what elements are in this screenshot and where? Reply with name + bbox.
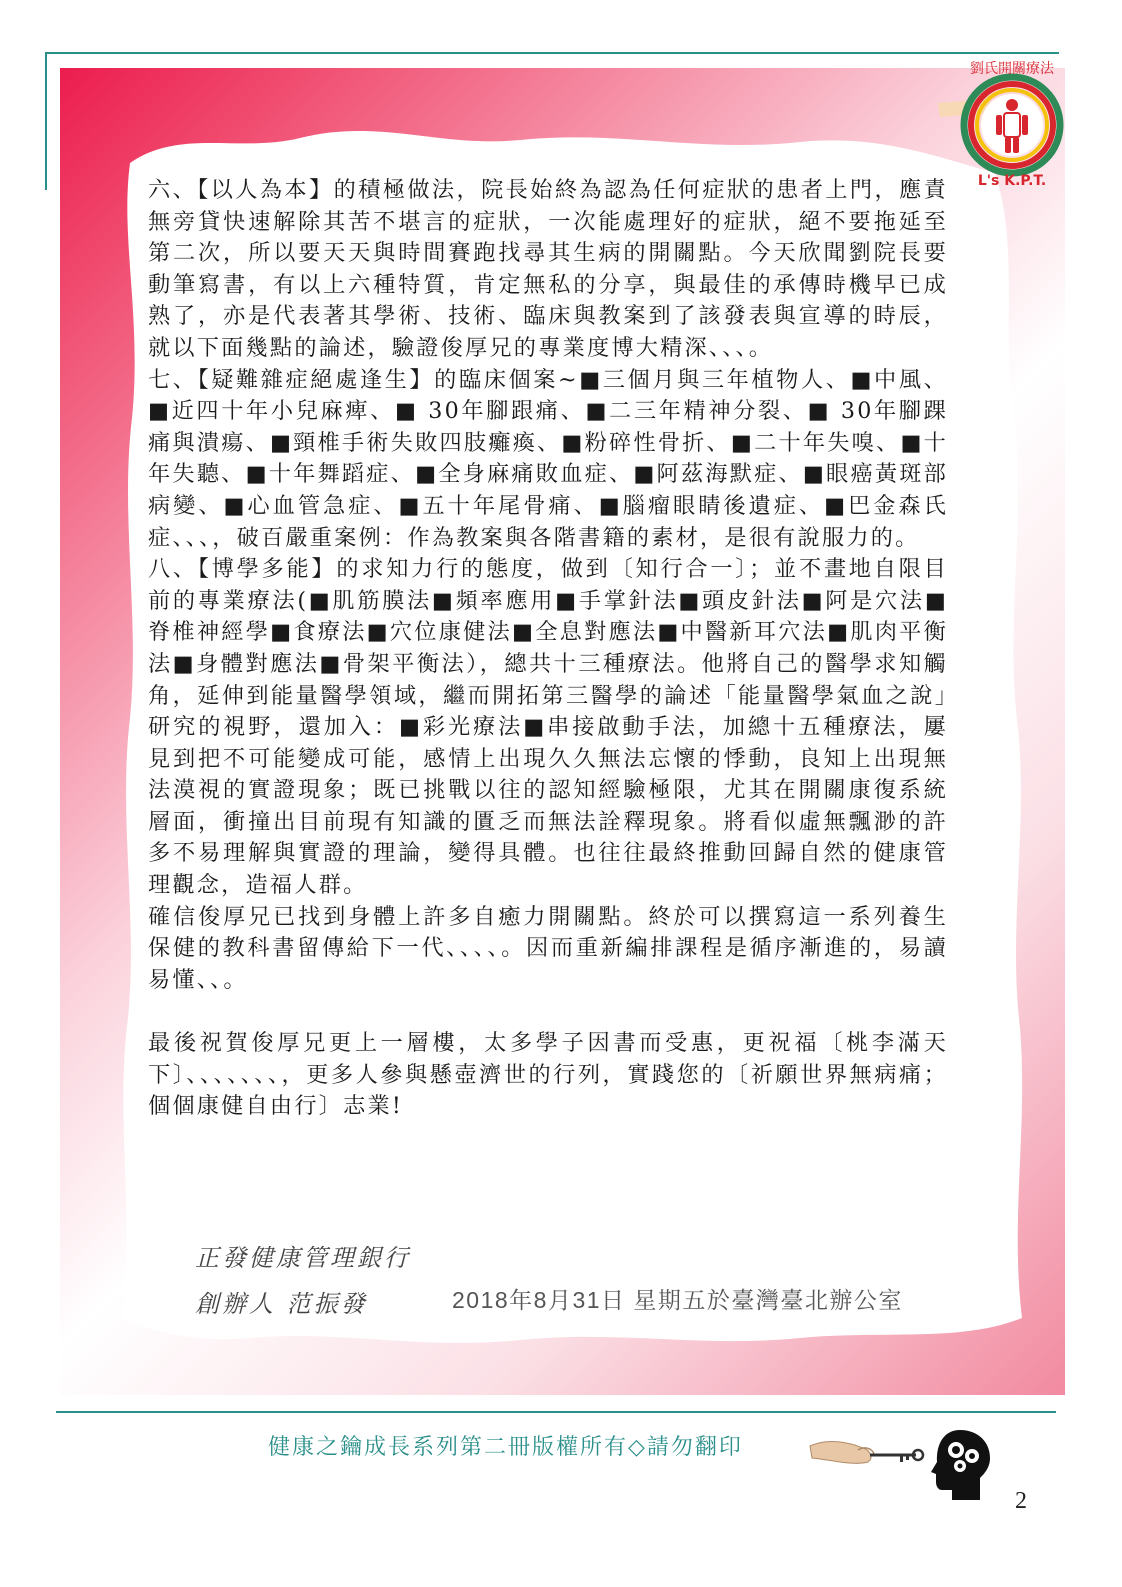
paragraph-closing: 最後祝賀俊厚兄更上一層樓，太多學子因書而受惠，更祝福〔桃李滿天下〕、、、、、、、，更多人參與懸壺濟世的行列，實踐您的〔祈願世界無病痛；個個康健自由行〕志業! bbox=[148, 1030, 948, 1120]
page-number: 2 bbox=[1015, 1488, 1027, 1514]
signature-founder: 創辦人 范振發 bbox=[195, 1290, 368, 1318]
paragraph-6: 六、【以人為本】的積極做法，院長始終為認為任何症狀的患者上門，應責無旁貸快速解除其苦不堪言的症狀，一次能處理好的症狀，絕不要拖延至第二次，所以要天天與時間賽跑找尋其生病的開關點。今天欣聞劉院長要動筆寫書，有以上六種特質，肯定無私的分享，與最佳的承傳時機早已成熟了，亦是代表著其學術、技術、臨床與教案到了該發表與宣導的時辰，就以下面幾點的論述，驗證俊厚兄的專業度博大精深、、、。 bbox=[148, 177, 948, 361]
footer-rule bbox=[56, 1411, 1056, 1413]
logo-bottom-text: L's K.P.T. bbox=[977, 173, 1047, 189]
header-rule-left bbox=[45, 52, 47, 190]
copyright-footer: 健康之鑰成長系列第二冊版權所有◇請勿翻印 bbox=[268, 1435, 743, 1460]
paragraph-conclusion: 確信俊厚兄已找到身體上許多自癒力開關點。終於可以撰寫這一系列養生保健的教科書留傳給下一代、、、、。因而重新編排課程是循序漸進的，易讀易懂、、。 bbox=[148, 903, 948, 993]
head-with-gears-icon bbox=[930, 1428, 992, 1502]
logo-top-text: 劉氏開關療法 bbox=[970, 61, 1054, 77]
signature-organization: 正發健康管理銀行 bbox=[195, 1244, 411, 1272]
body-text bbox=[148, 175, 948, 1123]
header-rule bbox=[45, 52, 1059, 54]
clinic-logo bbox=[930, 55, 1065, 190]
signature-date: 2018年8月31日 星期五於臺灣臺北辦公室 bbox=[452, 1287, 903, 1313]
hand-with-key-icon bbox=[808, 1428, 928, 1478]
paragraph-7: 七、【疑難雜症絕處逢生】的臨床個案~■三個月與三年植物人、■中風、■近四十年小兒麻痺、■ 30年腳跟痛、■二三年精神分裂、■ 30年腳踝痛與潰瘍、■頸椎手術失敗四肢癱瘓、■粉碎性骨折、■二十年失嗅、■十年失聽、■十年舞蹈症、■全身麻痛敗血症、■阿茲海默症、■眼癌黃斑部病變、■心血管急症、■五十年尾骨痛、■腦瘤眼睛後遺症、■巴金森氏症、、、，破百嚴重案例：作為教案與各階書籍的素材，是很有說服力的。 bbox=[148, 366, 948, 551]
paragraph-8: 八、【博學多能】的求知力行的態度，做到〔知行合一〕；並不畫地自限目前的專業療法(■肌筋膜法■頻率應用■手掌針法■頭皮針法■阿是穴法■脊椎神經學■食療法■穴位康健法■全息對應法■中醫新耳穴法■肌肉平衡法■身體對應法■骨架平衡法），總共十三種療法。他將自己的醫學求知觸角，延伸到能量醫學領域，繼而開拓第三醫學的論述「能量醫學氣血之說」研究的視野，還加入：■彩光療法■串接啟動手法，加總十五種療法，屢見到把不可能變成可能，感情上出現久久無法忘懷的悸動，良知上出現無法漠視的實證現象；既已挑戰以往的認知經驗極限，尤其在開關康復系統層面，衝撞出目前現有知識的匱乏而無法詮釋現象。將看似虛無飄渺的許多不易理解與實證的理論，變得具體。也往往最終推動回歸自然的健康管理觀念，造福人群。 bbox=[148, 556, 948, 899]
